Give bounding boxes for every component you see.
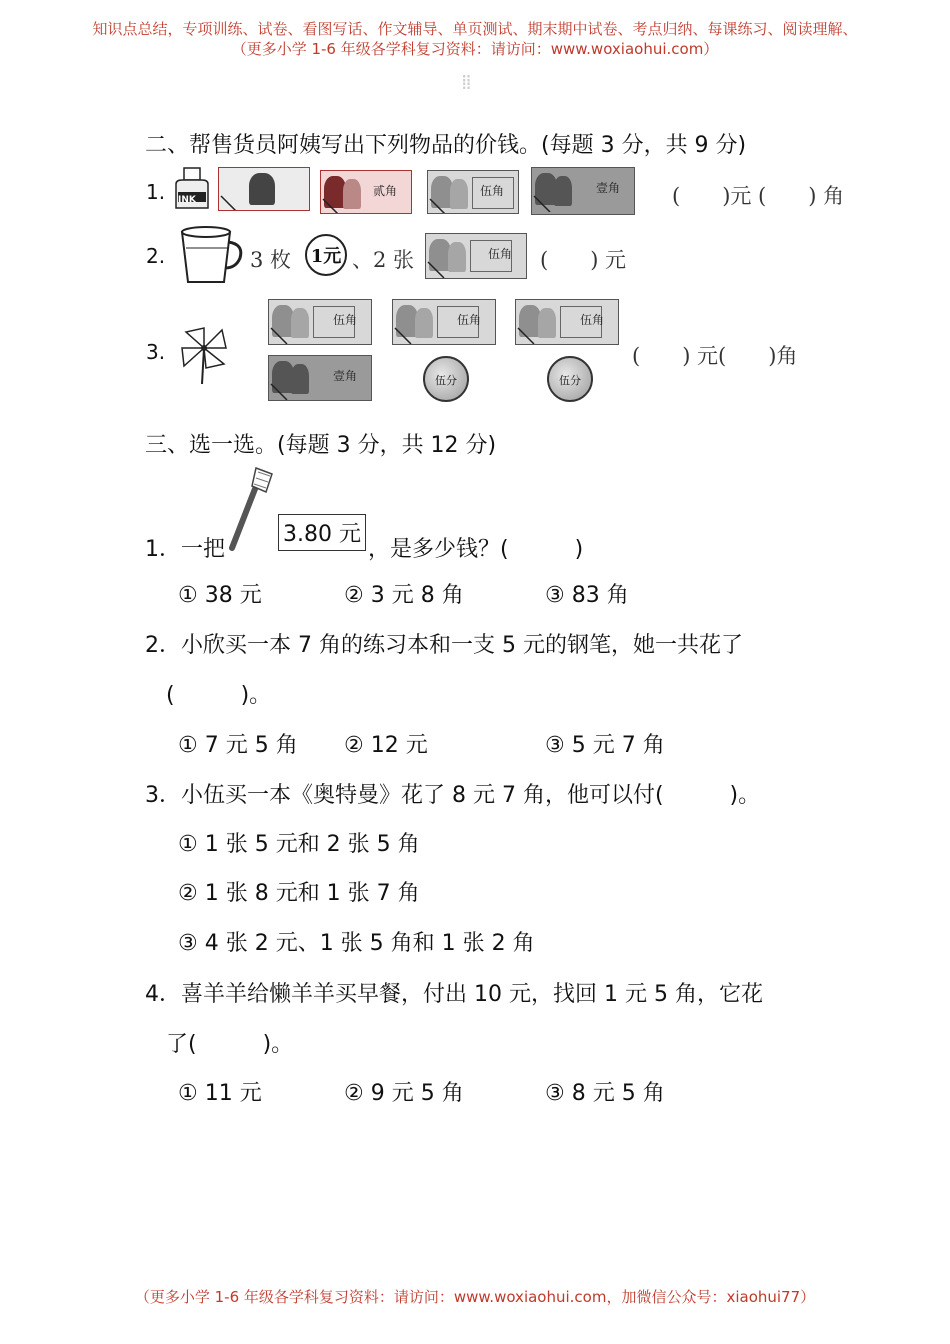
five-fen-coin-icon — [547, 356, 593, 402]
note-label: 壹角 — [595, 181, 620, 195]
s2-q1-number: 1. — [146, 180, 166, 204]
footer-note: （更多小学 1-6 年级各学科复习资料：请访问：www.woxiaohui.com，加微信公众号：xiaohui77） — [134, 1288, 816, 1306]
note-label: 伍角 — [487, 247, 512, 261]
one-yuan-coin-icon — [305, 234, 347, 276]
note-five-jiao — [392, 299, 496, 345]
cup-icon — [178, 224, 248, 288]
note-corner-mark — [516, 300, 608, 344]
s3-q1-option-3[interactable]: ③ 83 角 — [545, 583, 629, 608]
s3-q1-prefix: 1．一把 — [145, 537, 225, 562]
note-five-jiao — [425, 233, 527, 279]
s3-q3-line-1: 3．小伍买一本《奥特曼》花了 8 元 7 角，他可以付( )。 — [145, 783, 761, 808]
s3-q3-option-1[interactable]: ① 1 张 5 元和 2 张 5 角 — [178, 832, 420, 857]
pinwheel-icon — [178, 318, 234, 386]
s3-q1-option-2[interactable]: ② 3 元 8 角 — [344, 583, 464, 608]
s2-q3-number: 3. — [146, 340, 166, 364]
coin-value: 1元 — [310, 246, 342, 267]
note-label: 伍角 — [479, 184, 504, 198]
header-line-2: （更多小学 1-6 年级各学科复习资料：请访问：www.woxiaohui.com） — [231, 40, 719, 58]
note-hundred-yuan — [218, 167, 310, 211]
s3-q4-option-2[interactable]: ② 9 元 5 角 — [344, 1081, 464, 1106]
ink-bottle-icon — [172, 166, 212, 214]
note-corner-mark — [219, 168, 310, 211]
coin-value: 伍分 — [435, 374, 457, 387]
note-corner-mark — [269, 300, 361, 344]
decorative-mark: ⁞⁞ — [461, 70, 470, 94]
s2-q3-answer: ( ) 元( )角 — [632, 344, 798, 368]
s3-q4-option-3[interactable]: ③ 8 元 5 角 — [545, 1081, 665, 1106]
note-five-jiao — [268, 299, 372, 345]
note-label: 伍角 — [332, 313, 357, 327]
section-3-title: 三、选一选。(每题 3 分，共 12 分) — [145, 433, 497, 458]
s3-q4-line-2: 了( )。 — [166, 1032, 294, 1057]
note-five-jiao — [427, 170, 519, 214]
note-corner-mark — [532, 168, 624, 212]
s2-q2-count1: 3 枚 — [250, 248, 292, 272]
s3-q3-option-3[interactable]: ③ 4 张 2 元、1 张 5 角和 1 张 2 角 — [178, 931, 535, 956]
section-2-title: 二、帮售货员阿姨写出下列物品的价钱。(每题 3 分，共 9 分) — [145, 133, 747, 158]
s2-q2-number: 2. — [146, 244, 166, 268]
note-corner-mark — [269, 356, 361, 400]
note-one-jiao — [268, 355, 372, 401]
s3-q2-line-2: ( )。 — [166, 683, 272, 708]
s3-q2-option-1[interactable]: ① 7 元 5 角 — [178, 733, 298, 758]
note-corner-mark — [428, 171, 519, 214]
s3-q1-suffix: ，是多少钱？( ) — [368, 537, 584, 562]
note-label: 壹角 — [332, 369, 357, 383]
note-label: 伍角 — [456, 313, 481, 327]
price-tag: 3.80 元 — [278, 514, 366, 551]
note-two-jiao — [320, 170, 412, 214]
note-label: 伍角 — [579, 313, 604, 327]
s2-q2-count2: 、2 张 — [352, 248, 415, 272]
s3-q1-option-1[interactable]: ① 38 元 — [178, 583, 262, 608]
ink-label: INK — [178, 195, 196, 205]
note-five-jiao — [515, 299, 619, 345]
s3-q2-option-3[interactable]: ③ 5 元 7 角 — [545, 733, 665, 758]
s3-q2-line-1: 2．小欣买一本 7 角的练习本和一支 5 元的钢笔，她一共花了 — [145, 633, 743, 658]
toothbrush-icon — [226, 462, 276, 554]
note-corner-mark — [426, 234, 518, 278]
note-corner-mark — [321, 171, 412, 214]
s3-q3-option-2[interactable]: ② 1 张 8 元和 1 张 7 角 — [178, 881, 420, 906]
s2-q1-answer: ( )元 ( ) 角 — [672, 184, 845, 208]
coin-value: 伍分 — [559, 374, 581, 387]
header-line-1: 知识点总结，专项训练、试卷、看图写话、作文辅导、单页测试、期末期中试卷、考点归纳、每课练习、阅读理解、 — [92, 20, 858, 38]
note-one-jiao — [531, 167, 635, 215]
five-fen-coin-icon — [423, 356, 469, 402]
note-corner-mark — [393, 300, 485, 344]
s2-q2-answer: ( ) 元 — [540, 248, 627, 272]
s3-q4-line-1: 4．喜羊羊给懒羊羊买早餐，付出 10 元，找回 1 元 5 角，它花 — [145, 982, 763, 1007]
s3-q2-option-2[interactable]: ② 12 元 — [344, 733, 428, 758]
s3-q4-option-1[interactable]: ① 11 元 — [178, 1081, 262, 1106]
note-label: 贰角 — [372, 184, 397, 198]
